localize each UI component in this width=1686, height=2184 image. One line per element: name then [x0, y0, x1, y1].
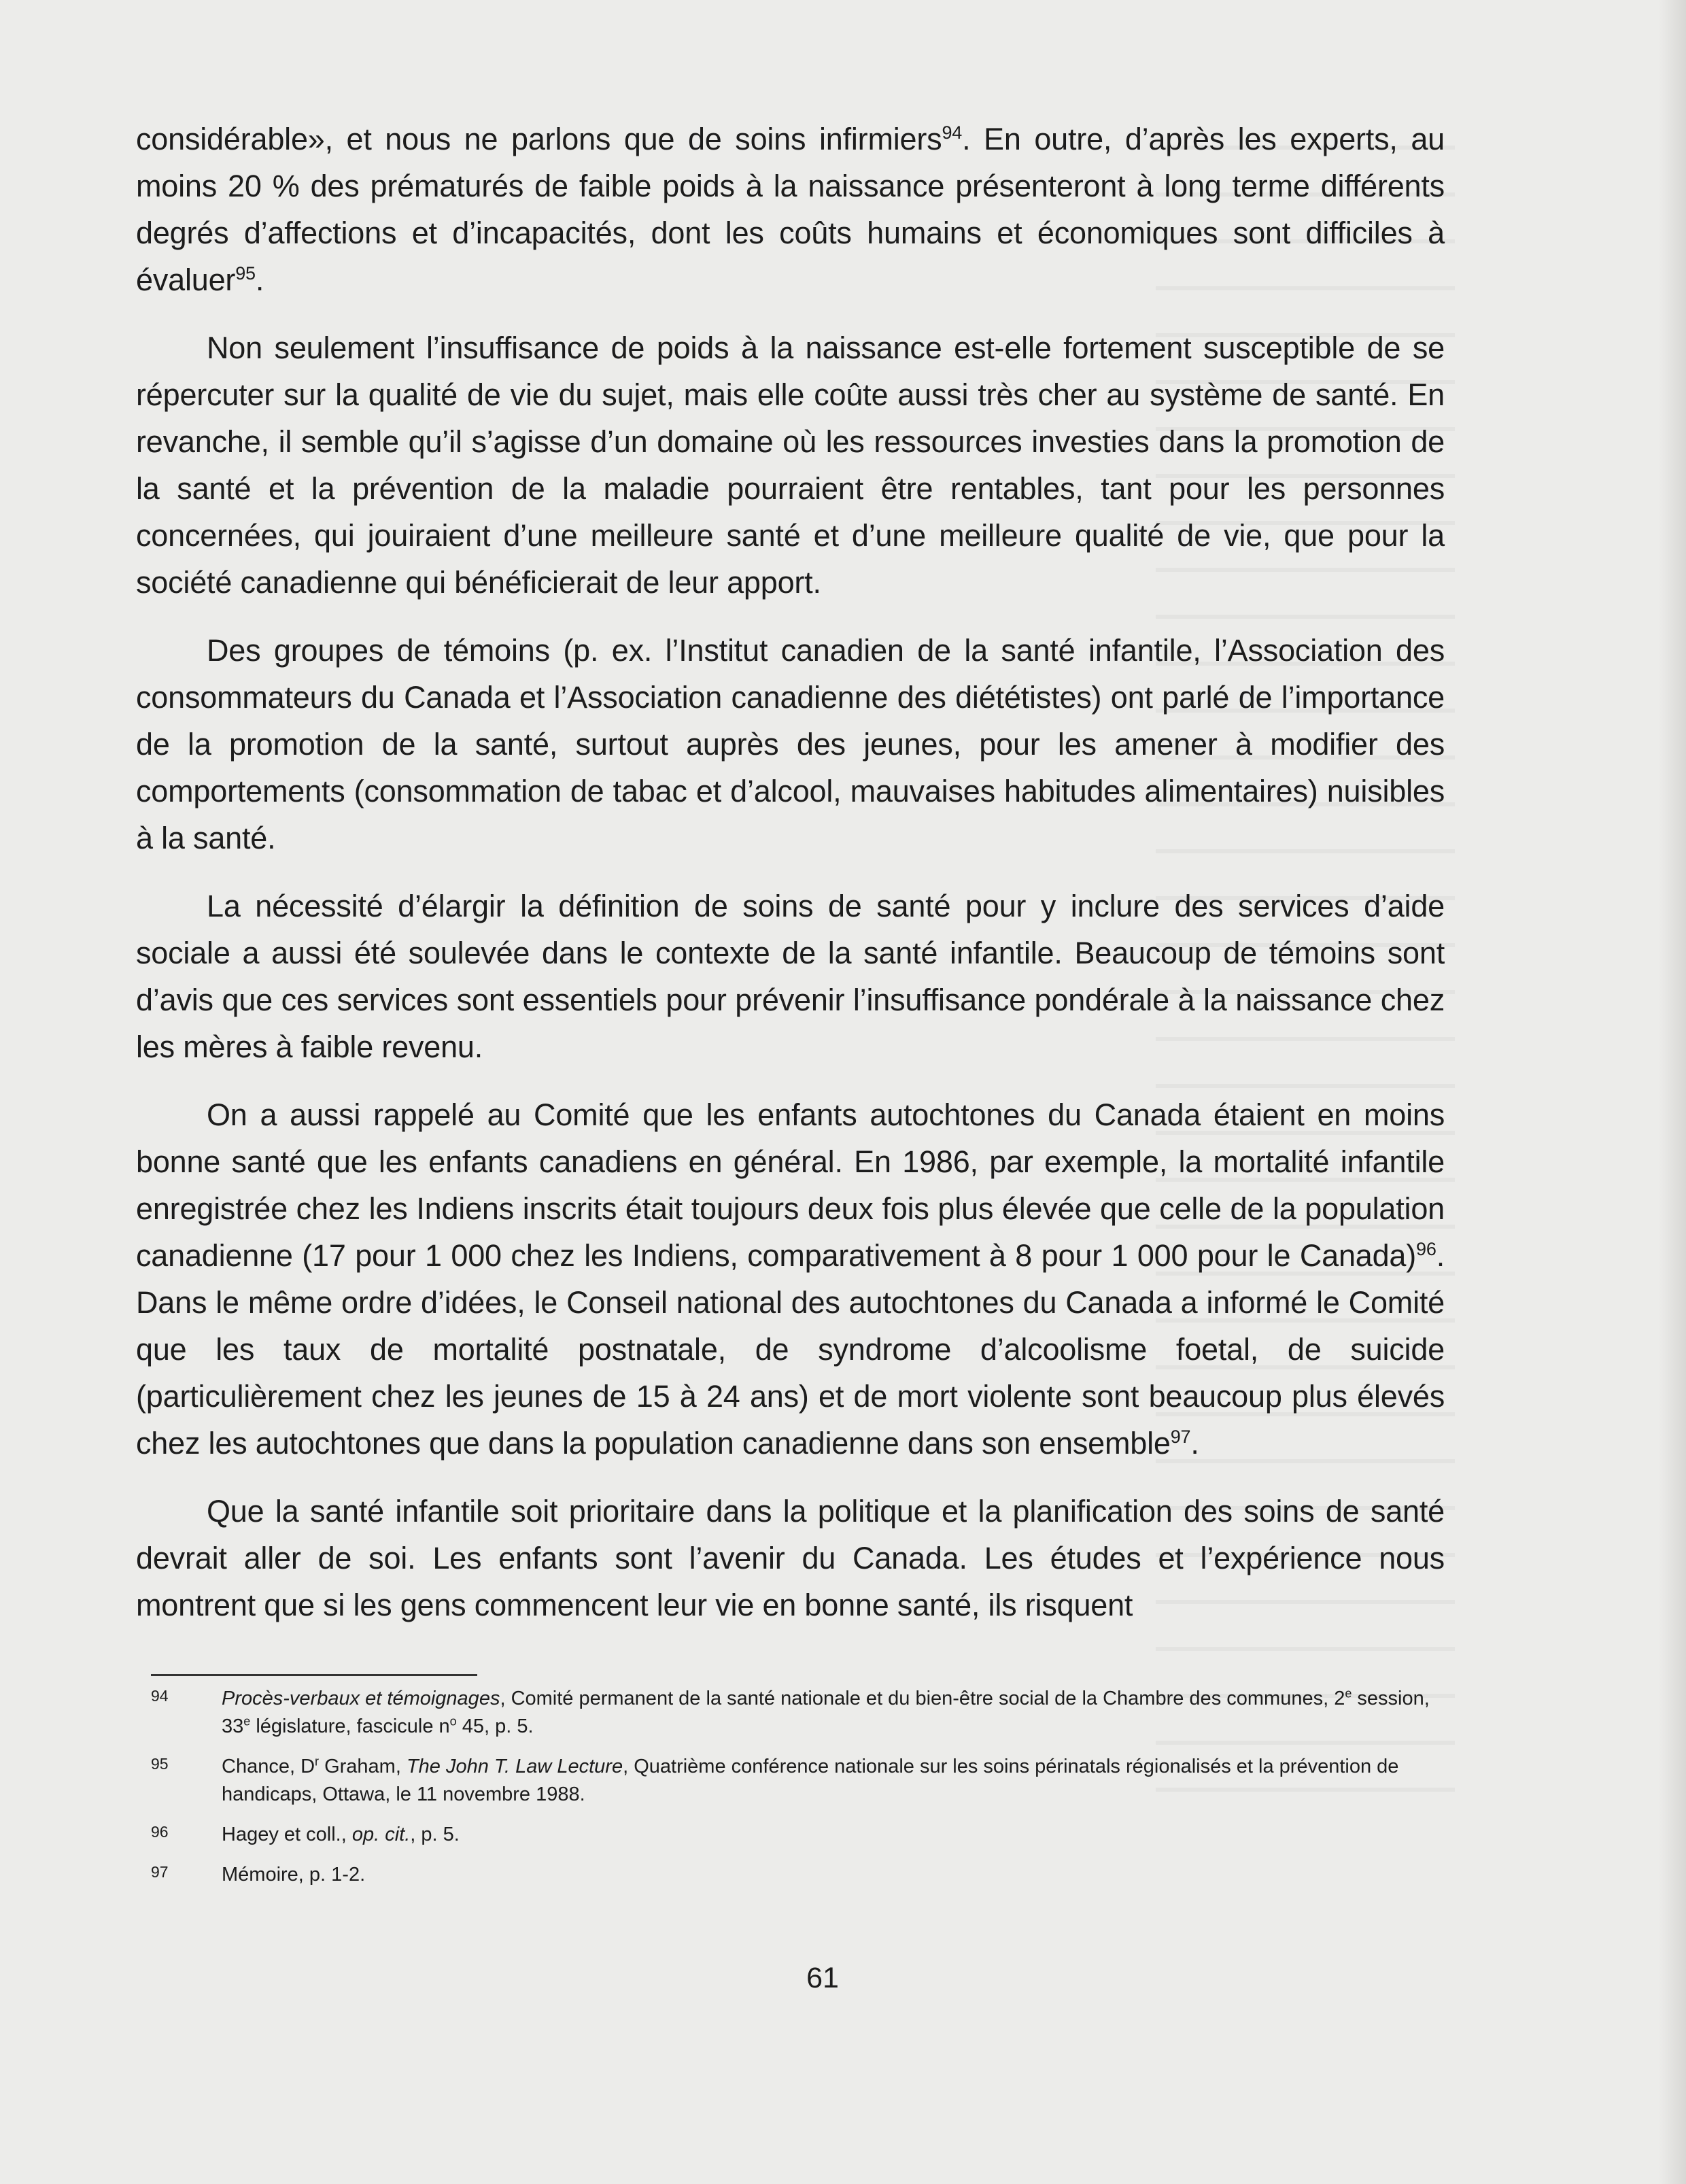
paragraph-4: La nécessité d’élargir la définition de soins de santé pour y inclure des services d’aide sociale a aussi été soulevée dans le contexte de la santé infantile. Beaucoup de témoins sont d’avis que ces services sont essentiels pour prévenir l’insuffisance pondérale à la naissance chez les mères à faible revenu.: [136, 889, 1445, 1064]
body-text: [136, 116, 1445, 1650]
paragraph-2: Non seulement l’insuffisance de poids à la naissance est-elle fortement susceptible de se répercuter sur la qualité de vie du sujet, mais elle coûte aussi très cher au système de santé. En revanche, il semble qu’il s’agisse d’un domaine où les ressources investies dans la promotion de la santé et la prévention de la maladie pourraient être rentables, tant pour les personnes concernées, qui jouiraient d’une meilleure santé et d’une meilleure qualité de vie, que pour la société canadienne qui bénéficierait de leur apport.: [136, 330, 1445, 600]
footnote-ref-96[interactable]: 96: [1416, 1239, 1436, 1259]
paragraph-5: On a aussi rappelé au Comité que les enfants autochtones du Canada étaient en moins bonne santé que les enfants canadiens en général. En 1986, par exemple, la mortalité infantile enregistrée chez les Indiens inscrits était toujours deux fois plus élevée que celle de la population canadienne (17 pour 1 000 chez les Indiens, comparativement à 8 pour 1 000 pour le Canada)$^{96}$. Dans le même ordre d’idées, le Conseil national des autochtones du Canada a informé le Comité que les taux de mortalité postnatale, de syndrome d’alcoolisme foetal, de suicide (particulièrement chez les jeunes de 15 à 24 ans) et de mort violente sont beaucoup plus élevés chez les autochtones que dans la population canadienne dans son ensemble$^{97}$.: [136, 1097, 1445, 1461]
footnote-94: [151, 1685, 1446, 1741]
footnote-number: 94: [151, 1687, 169, 1705]
footnotes: [151, 1685, 1446, 1901]
footnote-97: [151, 1861, 1446, 1889]
page-number: 61: [806, 1962, 839, 1994]
paragraph-3: Des groupes de témoins (p. ex. l’Institut canadien de la santé infantile, l’Association des consommateurs du Canada et l’Association canadienne des diététistes) ont parlé de l’importance de la promotion de la santé, surtout auprès des jeunes, pour les amener à modifier des comportements (consommation de tabac et d’alcool, mauvaises habitudes alimentaires) nuisibles à la santé.: [136, 633, 1445, 855]
footnote-divider: [151, 1674, 477, 1676]
footnote-text: Procès-verbaux et témoignages, Comité permanent de la santé nationale et du bien-être social de la Chambre des communes, 2e session, 33e législature, fascicule $n^o$ 45, p. 5.: [222, 1686, 1430, 1737]
footnote-text: Hagey et coll., op. cit., p. 5.: [222, 1824, 460, 1845]
footnote-text: Mémoire, p. 1-2.: [222, 1864, 366, 1886]
footnote-text: Chance, $D^r$ Graham, The John T. Law Lecture, Quatrième conférence nationale sur les soins périnatals régionalisés et la prévention de handicaps, Ottawa, le 11 novembre 1988.: [222, 1754, 1399, 1805]
footnote-96: [151, 1821, 1446, 1849]
page-edge-shadow: [1659, 0, 1686, 2184]
footnote-number: 97: [151, 1863, 169, 1881]
footnote-ref-97[interactable]: 97: [1170, 1427, 1191, 1447]
footnote-95: [151, 1753, 1446, 1809]
paragraph-6: Que la santé infantile soit prioritaire dans la politique et la planification des soins de santé devrait aller de soi. Les enfants sont l’avenir du Canada. Les études et l’expérience nous montrent que si les gens commencent leur vie en bonne santé, ils risquent: [136, 1494, 1445, 1622]
footnote-ref-94[interactable]: 94: [942, 122, 963, 143]
footnote-number: 95: [151, 1755, 169, 1773]
footnote-ref-95[interactable]: 95: [235, 263, 256, 284]
footnote-number: 96: [151, 1823, 169, 1841]
paragraph-1: considérable», et nous ne parlons que de soins infirmiers$^{94}$. En outre, d’après les experts, au moins 20 % des prématurés de faible poids à la naissance présenteront à long terme différents degrés d’affections et d’incapacités, dont les coûts humains et économiques sont difficiles à évaluer$^{95}$.: [136, 122, 1445, 297]
